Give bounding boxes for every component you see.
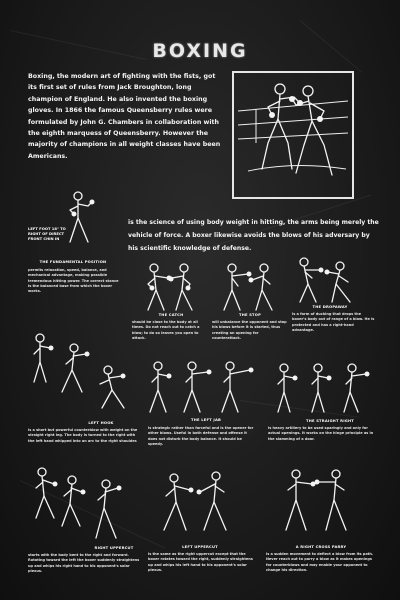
fundamental-stance-note: LEFT FOOT 18" TO RIGHT OF DIRECT FRONT CHIN IN bbox=[28, 227, 66, 241]
intro-paragraph: Boxing, the modern art of fighting with the fists, got its first set of rules from Jack Broughton, long champion of England. He also invented the boxing gloves. In 1866 the famous Queensberry rules were formulated by John G. Chambers in collaboration with the eighth marquess of Queensberry. However the majority of champions in all weight classes have been Americans. bbox=[28, 73, 221, 160]
caption-fundamental-position: THE FUNDAMENTAL POSITION bbox=[39, 260, 107, 264]
desc-left-uppercut: is the same as the right uppercut except that the boxer rotates toward the right, suddenly straightens up and whips his left hand to his opponent's solar plexus. bbox=[148, 552, 253, 572]
right-cross-parry-figures bbox=[274, 468, 364, 538]
caption-the-dropaway: THE DROPAWAY bbox=[312, 305, 348, 309]
the-dropaway-figures bbox=[292, 256, 362, 306]
desc-left-jab: is strategic rather than forceful and is the opener for other blows. Useful in both defense and offense it does not disturb the body balance. It should be speedy. bbox=[148, 426, 254, 446]
caption-right-uppercut: RIGHT UPPERCUT bbox=[94, 546, 134, 550]
poster-title: BOXING bbox=[152, 40, 248, 62]
left-jab-figures bbox=[146, 360, 256, 420]
desc-left-hook: is a short but powerful counterblow with weight on the straight right leg. The body is turned to the right with the left hand whipped into an arc to the right shoulder. bbox=[28, 428, 138, 443]
the-catch-figures bbox=[140, 262, 200, 312]
desc-straight-right: is heavy artillery to be used sparingly and only for actual openings. It works on the hinge principle as in the slamming of a door. bbox=[268, 426, 374, 441]
science-paragraph: is the science of using body weight in hitting, the arms being merely the vehicle of force. A boxer likewise avoids the blows of his adversary by his scientific knowledge of defense. bbox=[128, 219, 379, 252]
straight-right-figures bbox=[270, 362, 370, 418]
caption-left-hook: LEFT HOOK bbox=[88, 421, 114, 425]
caption-right-cross-parry: A RIGHT CROSS PARRY bbox=[295, 545, 347, 549]
desc-right-uppercut: starts with the body bent to the right and forward. Rotating toward the left the boxer suddenly straightens up and whips his right hand to his opponent's solar plexus. bbox=[28, 553, 140, 573]
left-uppercut-figures bbox=[150, 470, 250, 542]
caption-left-uppercut: LEFT UPPERCUT bbox=[182, 545, 218, 549]
desc-the-stop: will unbalance the opponent and stop his blows before it is started, thus creating an opening for counterattack. bbox=[212, 320, 287, 340]
right-uppercut-figures bbox=[28, 464, 138, 544]
left-hook-figures bbox=[28, 330, 138, 410]
caption-left-jab: THE LEFT JAB bbox=[190, 418, 222, 422]
caption-straight-right: THE STRAIGHT RIGHT bbox=[306, 419, 354, 423]
caption-the-stop: THE STOP bbox=[238, 313, 261, 317]
the-stop-figures bbox=[218, 262, 278, 312]
desc-the-dropaway: is a form of ducking that drops the boxer's body out of range of a blow. He is protected and has a right-hand advantage. bbox=[292, 312, 375, 332]
boxing-ring-illustration bbox=[234, 73, 352, 197]
caption-the-catch: THE CATCH bbox=[158, 313, 184, 317]
desc-fundamental-position: permits relaxation, speed, balance, and mechanical advantage, making possible tremendous hitting power. The correct stance is the balanced base from which the boxer works. bbox=[28, 268, 119, 294]
desc-the-catch: should be close to the body at all times. Do not reach out to catch a blow; to do so leaves you open to attack. bbox=[132, 320, 200, 340]
ring-illustration-frame bbox=[232, 71, 354, 199]
desc-right-cross-parry: is a sudden movement to deflect a blow from its path. Never reach out to parry a blow as it makes openings for counterblows and may enable your opponent to change his direction. bbox=[266, 552, 374, 572]
